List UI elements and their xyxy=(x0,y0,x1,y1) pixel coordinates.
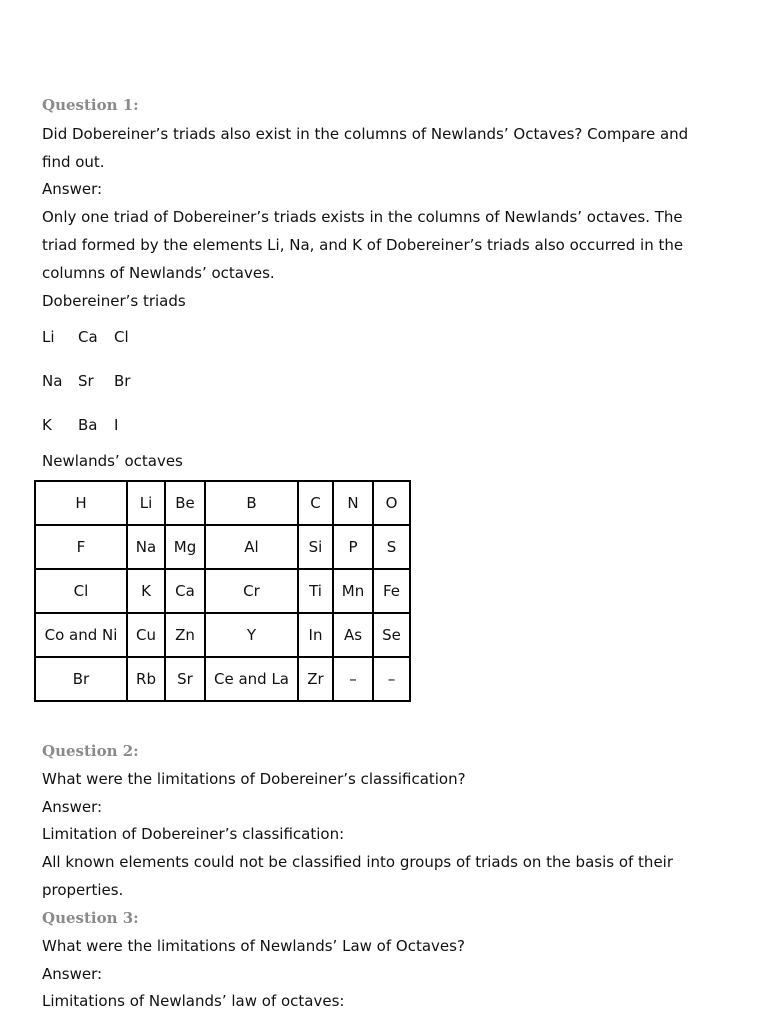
table-row xyxy=(35,657,410,701)
table-cell: Si xyxy=(298,525,333,569)
table-cell: – xyxy=(333,657,373,701)
table-cell: In xyxy=(298,613,333,657)
table-cell: Y xyxy=(205,613,298,657)
answer-3-label: Answer: xyxy=(42,965,103,983)
answer-2-line-1: Limitation of Dobereiner’s classification: xyxy=(42,825,345,843)
table-cell: C xyxy=(298,481,333,525)
table-cell: P xyxy=(333,525,373,569)
question-3-text: What were the limitations of Newlands’ Law of Octaves? xyxy=(42,937,465,955)
octaves-title: Newlands’ octaves xyxy=(42,452,183,470)
table-cell: Zn xyxy=(165,613,205,657)
table-cell: K xyxy=(127,569,165,613)
answer-1-label: Answer: xyxy=(42,180,103,198)
question-2-heading: Question 2: xyxy=(42,742,139,760)
table-cell: Al xyxy=(205,525,298,569)
table-cell: Mn xyxy=(333,569,373,613)
table-cell: S xyxy=(373,525,410,569)
triad-element: I xyxy=(114,416,119,434)
triad-element: Cl xyxy=(114,328,129,346)
answer-3-line-1: Limitations of Newlands’ law of octaves: xyxy=(42,992,345,1010)
table-cell: – xyxy=(373,657,410,701)
table-cell: F xyxy=(35,525,127,569)
triad-element: Ba xyxy=(78,416,98,434)
newlands-octaves-table xyxy=(34,480,411,702)
table-row xyxy=(35,481,410,525)
table-cell: Ce and La xyxy=(205,657,298,701)
table-cell: H xyxy=(35,481,127,525)
triad-element: Ca xyxy=(78,328,98,346)
table-cell: Ti xyxy=(298,569,333,613)
table-cell: As xyxy=(333,613,373,657)
question-3-heading: Question 3: xyxy=(42,909,139,927)
triad-element: K xyxy=(42,416,52,434)
table-row xyxy=(35,569,410,613)
table-cell: Fe xyxy=(373,569,410,613)
table-cell: N xyxy=(333,481,373,525)
table-cell: Cu xyxy=(127,613,165,657)
triad-element: Br xyxy=(114,372,131,390)
table-cell: Mg xyxy=(165,525,205,569)
answer-1-line-2: triad formed by the elements Li, Na, and K of Dobereiner’s triads also occurred in the xyxy=(42,236,684,254)
table-cell: Sr xyxy=(165,657,205,701)
answer-2-line-3: properties. xyxy=(42,881,124,899)
triad-element: Na xyxy=(42,372,63,390)
answer-2-line-2: All known elements could not be classified into groups of triads on the basis of their xyxy=(42,853,674,871)
table-cell: B xyxy=(205,481,298,525)
table-cell: Se xyxy=(373,613,410,657)
table-row xyxy=(35,613,410,657)
table-cell: Br xyxy=(35,657,127,701)
question-1-text-line-2: find out. xyxy=(42,153,105,171)
triad-element: Sr xyxy=(78,372,94,390)
table-row xyxy=(35,525,410,569)
question-1-heading: Question 1: xyxy=(42,96,139,114)
question-1-text-line-1: Did Dobereiner’s triads also exist in the columns of Newlands’ Octaves? Compare and xyxy=(42,125,689,143)
triads-title: Dobereiner’s triads xyxy=(42,292,186,310)
table-cell: Ca xyxy=(165,569,205,613)
table-cell: Rb xyxy=(127,657,165,701)
triad-element: Li xyxy=(42,328,55,346)
table-cell: Be xyxy=(165,481,205,525)
question-2-text: What were the limitations of Dobereiner’s classification? xyxy=(42,770,466,788)
table-cell: Li xyxy=(127,481,165,525)
table-cell: Na xyxy=(127,525,165,569)
answer-1-line-3: columns of Newlands’ octaves. xyxy=(42,264,275,282)
answer-1-line-1: Only one triad of Dobereiner’s triads exists in the columns of Newlands’ octaves. The xyxy=(42,208,683,226)
table-cell: Cr xyxy=(205,569,298,613)
table-cell: Zr xyxy=(298,657,333,701)
table-cell: O xyxy=(373,481,410,525)
answer-2-label: Answer: xyxy=(42,798,103,816)
table-cell: Cl xyxy=(35,569,127,613)
table-cell: Co and Ni xyxy=(35,613,127,657)
